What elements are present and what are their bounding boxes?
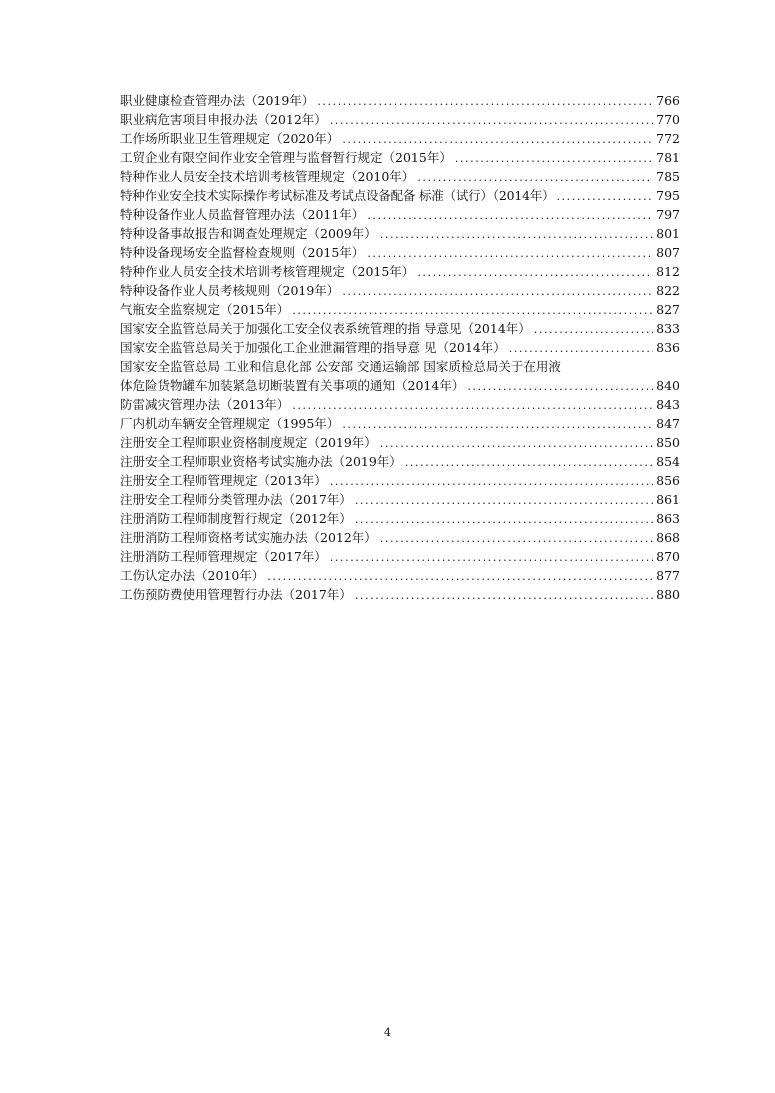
- toc-entry-page: 843: [656, 397, 680, 412]
- toc-entry-title: 国家安全监管总局关于加强化工企业泄漏管理的指导意 见（2014年）: [120, 340, 506, 355]
- dot-leader: [330, 548, 653, 567]
- dot-leader: [380, 434, 653, 453]
- page-number: 4: [384, 1026, 391, 1039]
- dot-leader: [292, 396, 653, 415]
- toc-entry-page: 861: [656, 492, 680, 507]
- toc-entry-title: 特种作业安全技术实际操作考试标准及考试点设备配备 标准（试行）（2014年）: [120, 188, 555, 203]
- toc-entry-title: 注册安全工程师分类管理办法（2017年）: [120, 492, 352, 507]
- toc-entry-page: 870: [656, 549, 680, 564]
- toc-entry-page: 795: [656, 188, 680, 203]
- toc-entry[interactable]: [120, 281, 680, 300]
- toc-entry-title: 工作场所职业卫生管理规定（2020年）: [120, 131, 340, 146]
- toc-entry-title: 特种设备现场安全监督检查规则（2015年）: [120, 245, 365, 260]
- toc-entry-title: 注册安全工程师管理规定（2013年）: [120, 473, 327, 488]
- toc-entry[interactable]: [120, 471, 680, 490]
- toc-entry-page: 781: [656, 150, 680, 165]
- toc-entry-page: 766: [656, 93, 680, 108]
- dot-leader: [417, 263, 653, 282]
- dot-leader: [417, 168, 653, 187]
- dot-leader: [355, 491, 653, 510]
- toc-entry-page: 854: [656, 454, 680, 469]
- toc-entry-title: 国家安全监管总局关于加强化工安全仪表系统管理的指 导意见（2014年）: [120, 321, 531, 336]
- dot-leader: [455, 149, 653, 168]
- toc-entry[interactable]: [120, 338, 680, 357]
- toc-entry-title: 注册安全工程师职业资格考试实施办法（2019年）: [120, 454, 402, 469]
- dot-leader: [292, 301, 653, 320]
- dot-leader: [342, 282, 653, 301]
- toc-entry-page: 868: [656, 530, 680, 545]
- toc-entry-page: 847: [656, 416, 680, 431]
- toc-entry[interactable]: [120, 395, 680, 414]
- toc-entry[interactable]: [120, 243, 680, 262]
- toc-entry-title: 特种作业人员安全技术培训考核管理规定（2010年）: [120, 169, 415, 184]
- dot-leader: [317, 92, 653, 111]
- toc-entry-title: 特种设备作业人员监督管理办法（2011年）: [120, 207, 365, 222]
- toc-entry-title: 注册安全工程师职业资格制度规定（2019年）: [120, 435, 377, 450]
- dot-leader: [330, 472, 653, 491]
- toc-entry-page: 801: [656, 226, 680, 241]
- toc-entry-title: 工伤认定办法（2010年）: [120, 568, 265, 583]
- toc-entry-title: 防雷减灾管理办法（2013年）: [120, 397, 290, 412]
- dot-leader: [355, 510, 653, 529]
- toc-entry-page: 840: [656, 378, 680, 393]
- toc-entry-title: 职业病危害项目申报办法（2012年）: [120, 112, 327, 127]
- toc-entry[interactable]: [120, 110, 680, 129]
- dot-leader: [380, 529, 653, 548]
- toc-entry-line2: [120, 376, 680, 395]
- dot-leader: [405, 453, 653, 472]
- toc-entry-title: 注册消防工程师资格考试实施办法（2012年）: [120, 530, 377, 545]
- toc-entry-page: 836: [656, 340, 680, 355]
- dot-leader: [534, 320, 653, 339]
- toc-entry[interactable]: [120, 357, 680, 395]
- toc-entry-page: 833: [656, 321, 680, 336]
- toc-entry-page: 785: [656, 169, 680, 184]
- toc-entry-title: 注册消防工程师管理规定（2017年）: [120, 549, 327, 564]
- toc-entry-title: 特种设备事故报告和调查处理规定（2009年）: [120, 226, 377, 241]
- dot-leader: [330, 111, 653, 130]
- toc-entry-page: 863: [656, 511, 680, 526]
- toc-entry[interactable]: [120, 91, 680, 110]
- dot-leader: [367, 244, 653, 263]
- toc-entry-title: 特种设备作业人员考核规则（2019年）: [120, 283, 340, 298]
- toc-entry-title-line1: 国家安全监管总局 工业和信息化部 公安部 交通运输部 国家质检总局关于在用液: [120, 359, 561, 374]
- toc-entry-page: 827: [656, 302, 680, 317]
- toc-entry[interactable]: [120, 585, 680, 604]
- toc-entry-page: 877: [656, 568, 680, 583]
- toc-entry[interactable]: [120, 186, 680, 205]
- toc-entry-title: 厂内机动车辆安全管理规定（1995年）: [120, 416, 340, 431]
- dot-leader: [342, 130, 653, 149]
- toc-entry-title: 特种作业人员安全技术培训考核管理规定（2015年）: [120, 264, 415, 279]
- toc-entry-title: 工伤预防费使用管理暂行办法（2017年）: [120, 587, 352, 602]
- toc-entry[interactable]: [120, 528, 680, 547]
- dot-leader: [367, 206, 653, 225]
- dot-leader: [267, 567, 653, 586]
- toc-entry-page: 797: [656, 207, 680, 222]
- dot-leader: [556, 187, 654, 206]
- toc-entry-page: 880: [656, 587, 680, 602]
- toc-entry[interactable]: [120, 509, 680, 528]
- toc-entry[interactable]: [120, 490, 680, 509]
- toc-entry[interactable]: [120, 414, 680, 433]
- dot-leader: [380, 225, 653, 244]
- toc-entry-title: 气瓶安全监察规定（2015年）: [120, 302, 290, 317]
- toc-entry[interactable]: [120, 167, 680, 186]
- toc-entry[interactable]: [120, 129, 680, 148]
- toc-entry-title: 职业健康检查管理办法（2019年）: [120, 93, 315, 108]
- toc-entry-page: 772: [656, 131, 680, 146]
- toc-entry[interactable]: [120, 224, 680, 243]
- toc-entry-title-line2: 体危险货物罐车加装紧急切断装置有关事项的通知（2014年）: [120, 378, 465, 393]
- toc-entry[interactable]: [120, 433, 680, 452]
- dot-leader: [342, 415, 653, 434]
- dot-leader: [509, 339, 653, 358]
- toc-entry[interactable]: [120, 452, 680, 471]
- toc-entry[interactable]: [120, 319, 680, 338]
- toc-entry[interactable]: [120, 205, 680, 224]
- toc-entry[interactable]: [120, 148, 680, 167]
- toc-entry-title: 工贸企业有限空间作业安全管理与监督暂行规定（2015年）: [120, 150, 452, 165]
- toc-entry[interactable]: [120, 300, 680, 319]
- toc-entry[interactable]: [120, 566, 680, 585]
- toc-entry[interactable]: [120, 547, 680, 566]
- toc-entry-page: 850: [656, 435, 680, 450]
- toc-entry-title: 注册消防工程师制度暂行规定（2012年）: [120, 511, 352, 526]
- toc-entry-page: 856: [656, 473, 680, 488]
- toc-entry-page: 770: [656, 112, 680, 127]
- toc-entry-page: 812: [656, 264, 680, 279]
- dot-leader: [467, 377, 653, 396]
- toc-entry-page: 807: [656, 245, 680, 260]
- toc-entry-page: 822: [656, 283, 680, 298]
- dot-leader: [355, 586, 653, 605]
- toc-entry[interactable]: [120, 262, 680, 281]
- table-of-contents: [120, 91, 680, 604]
